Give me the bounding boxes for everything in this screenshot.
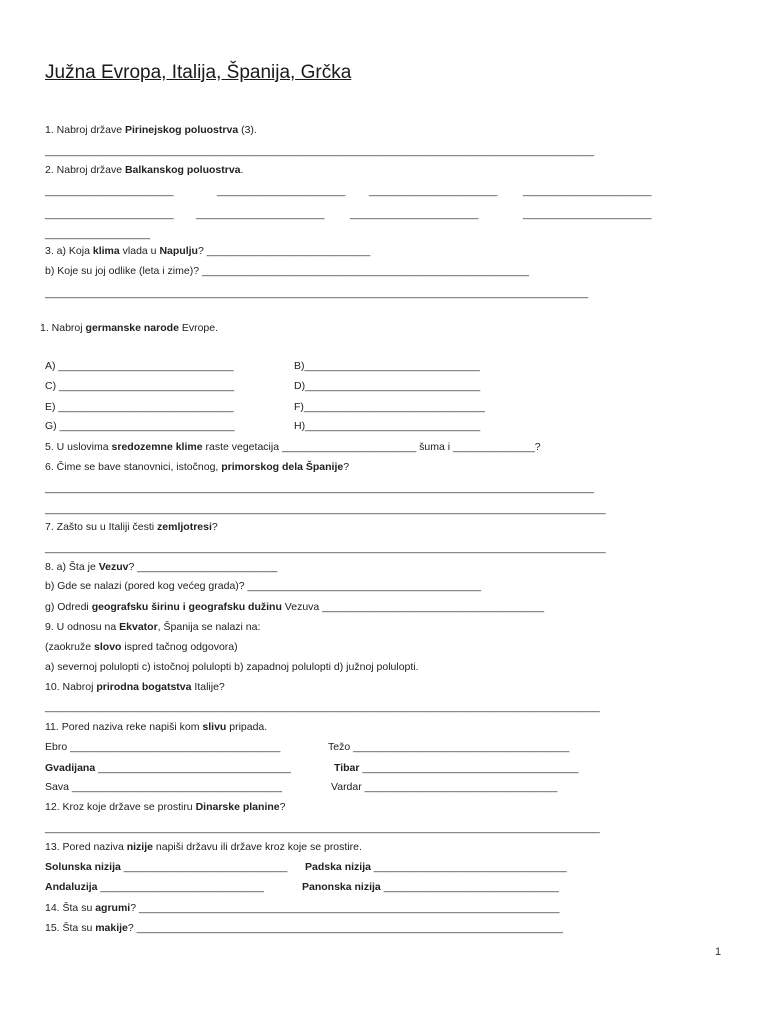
worksheet-line	[45, 661, 419, 673]
worksheet-line	[45, 621, 260, 633]
text-segment: ? ________________________	[128, 561, 278, 573]
worksheet-line	[45, 265, 529, 277]
text-segment: 2. Nabroj države	[45, 164, 125, 176]
text-segment: ? ________________________________________________________________________	[130, 902, 560, 914]
text-segment: 5. U uslovima	[45, 441, 112, 453]
worksheet-line	[369, 185, 497, 197]
worksheet-line	[45, 245, 370, 257]
bold-term: Tibar	[334, 762, 360, 774]
text-segment: 8. a) Šta je	[45, 561, 99, 573]
text-segment: pripada.	[226, 721, 268, 733]
worksheet-line	[45, 287, 588, 299]
text-segment: 6. Čime se bave stanovnici, istočnog,	[45, 461, 222, 473]
bold-term: zemljotresi	[157, 521, 212, 533]
worksheet-line	[45, 208, 173, 220]
worksheet-line	[45, 822, 600, 834]
bold-term: Ekvator	[119, 621, 158, 633]
text-segment: 9. U odnosu na	[45, 621, 120, 633]
text-segment: raste vegetacija _______________________ šuma i ______________?	[202, 441, 541, 453]
worksheet-line	[45, 861, 287, 873]
worksheet-line	[45, 145, 594, 157]
worksheet-line	[294, 401, 485, 413]
text-segment: Sava ____________________________________	[45, 781, 283, 793]
worksheet-line	[328, 741, 569, 753]
worksheet-line	[45, 902, 559, 914]
worksheet-line	[45, 580, 481, 592]
worksheet-line	[45, 721, 267, 733]
text-segment: ______________________	[196, 208, 325, 220]
bold-term: geografsku širinu i geografsku dužinu	[91, 601, 282, 613]
worksheet-line	[45, 441, 541, 453]
worksheet-line	[45, 503, 606, 515]
worksheet-line	[45, 185, 173, 197]
bold-term: slivu	[202, 721, 227, 733]
text-segment: _______________________________________________________________________________________________	[45, 701, 600, 713]
worksheet-line	[45, 741, 280, 753]
text-segment: B)______________________________	[294, 360, 480, 372]
text-segment: 11. Pored naziva reke napiši kom	[45, 721, 203, 733]
bold-term: Solunska nizija	[45, 861, 121, 873]
bold-term: prirodna bogatstva	[96, 681, 192, 693]
text-segment: _______________________________________________________________________________________________	[45, 822, 600, 834]
worksheet-line	[45, 701, 600, 713]
bold-term: Padska nizija	[305, 861, 371, 873]
text-segment: b) Gde se nalazi (pored kog većeg grada)? ________________________________________	[45, 580, 482, 592]
text-segment: 12. Kroz koje države se prostiru	[45, 801, 196, 813]
worksheet-line	[294, 420, 480, 432]
text-segment: ?	[211, 521, 218, 533]
text-segment: C) ______________________________	[45, 380, 235, 392]
text-segment: Ebro ____________________________________	[45, 741, 281, 753]
worksheet-line	[45, 360, 234, 372]
text-segment: ?	[343, 461, 350, 473]
text-segment: Evrope.	[178, 322, 219, 334]
worksheet-line	[45, 401, 234, 413]
text-segment: E) ______________________________	[45, 401, 234, 413]
page-number: 1	[715, 946, 722, 958]
text-segment: _____________________________________________________________________________________________	[45, 287, 589, 299]
worksheet-line	[350, 208, 478, 220]
worksheet-line	[45, 781, 282, 793]
worksheet-line	[45, 641, 238, 653]
text-segment: ____________________________	[97, 881, 264, 893]
worksheet-line	[217, 185, 345, 197]
text-segment: 10. Nabroj	[45, 681, 97, 693]
text-segment: napiši državu ili države kroz koje se prostire.	[152, 841, 362, 853]
text-segment: ispred tačnog odgovora)	[121, 641, 238, 653]
bold-term: klima	[92, 245, 120, 257]
bold-term: sredozemne klime	[111, 441, 203, 453]
text-segment: , Španija se nalazi na:	[157, 621, 261, 633]
worksheet-line	[523, 185, 651, 197]
worksheet-line	[45, 881, 264, 893]
text-segment: G) ______________________________	[45, 420, 235, 432]
text-segment: __________________	[45, 228, 151, 240]
text-segment: F)_______________________________	[294, 401, 485, 413]
text-segment: ______________________	[523, 185, 652, 197]
text-segment: b) Koje su joj odlike (leta i zime)? ________________________________________________________	[45, 265, 529, 277]
worksheet-line	[45, 601, 544, 613]
text-segment: 14. Šta su	[45, 902, 96, 914]
text-segment: ____________________________	[120, 861, 288, 873]
bold-term: Pirinejskog poluostrva	[124, 124, 239, 136]
bold-term: Andaluzija	[45, 881, 98, 893]
text-segment: ________________________________________________________________________________________________	[45, 542, 606, 554]
text-segment: 1. Nabroj	[40, 322, 86, 334]
worksheet-line	[45, 542, 606, 554]
text-segment: 7. Zašto su u Italiji česti	[45, 521, 158, 533]
text-segment: 1. Nabroj države	[45, 124, 125, 136]
text-segment: .	[240, 164, 244, 176]
text-segment: (3).	[238, 124, 257, 136]
page-title: Južna Evropa, Italija, Španija, Grčka	[45, 62, 352, 83]
worksheet-line	[294, 380, 480, 392]
worksheet-line	[45, 922, 563, 934]
text-segment: ______________________________	[380, 881, 559, 893]
worksheet-line	[45, 228, 150, 240]
text-segment: a) severnoj polulopti c) istočnoj polulopti b) zapadnoj polulopti d) južnoj polulopti.	[45, 661, 419, 673]
text-segment: g) Odredi	[45, 601, 92, 613]
text-segment: 13. Pored naziva	[45, 841, 127, 853]
bold-term: slovo	[94, 641, 122, 653]
bold-term: germanske narode	[85, 322, 179, 334]
text-segment: ______________________	[45, 185, 174, 197]
text-segment: ______________________________________________________________________________________________	[45, 482, 594, 494]
bold-term: Balkanskog poluostrva	[124, 164, 241, 176]
worksheet-line	[294, 360, 480, 372]
text-segment: Italije?	[191, 681, 225, 693]
worksheet-line	[196, 208, 324, 220]
worksheet-line	[523, 208, 651, 220]
worksheet-line	[45, 380, 234, 392]
worksheet-line	[40, 322, 218, 334]
text-segment: Vardar _________________________________	[331, 781, 558, 793]
worksheet-line	[45, 681, 225, 693]
worksheet-line	[45, 561, 277, 573]
worksheet-line	[305, 861, 567, 873]
worksheet-line	[45, 841, 362, 853]
bold-term: Gvadijana	[45, 762, 96, 774]
text-segment: ______________________	[45, 208, 174, 220]
worksheet-line	[45, 461, 349, 473]
worksheet-line	[45, 164, 243, 176]
bold-term: Panonska nizija	[302, 881, 381, 893]
bold-term: agrumi	[95, 902, 131, 914]
worksheet-line	[45, 762, 291, 774]
worksheet-line	[45, 420, 235, 432]
text-segment: Težo _____________________________________	[328, 741, 570, 753]
worksheet-line	[334, 762, 578, 774]
text-segment: _________________________________	[370, 861, 567, 873]
text-segment: vlada u	[119, 245, 160, 257]
worksheet-line	[331, 781, 557, 793]
text-segment: (zaokruže	[45, 641, 95, 653]
text-segment: ______________________	[523, 208, 652, 220]
text-segment: 3. a) Koja	[45, 245, 93, 257]
text-segment: ? _________________________________________________________________________	[127, 922, 563, 934]
bold-term: Dinarske planine	[195, 801, 280, 813]
bold-term: primorskog dela Španije	[221, 461, 344, 473]
worksheet-line	[45, 521, 218, 533]
text-segment: ______________________	[217, 185, 346, 197]
text-segment: D)______________________________	[294, 380, 481, 392]
bold-term: Napulju	[159, 245, 198, 257]
text-segment: 15. Šta su	[45, 922, 96, 934]
text-segment: ______________________	[350, 208, 479, 220]
text-segment: ______________________	[369, 185, 498, 197]
text-segment: A) ______________________________	[45, 360, 234, 372]
worksheet-line	[45, 124, 257, 136]
worksheet-line	[45, 801, 285, 813]
bold-term: nizije	[126, 841, 153, 853]
text-segment: ?	[279, 801, 286, 813]
bold-term: Vezuv	[98, 561, 129, 573]
worksheet-line	[302, 881, 559, 893]
text-segment: H)______________________________	[294, 420, 481, 432]
text-segment: _________________________________	[95, 762, 291, 774]
bold-term: makije	[95, 922, 128, 934]
text-segment: _____________________________________	[359, 762, 579, 774]
text-segment: ? ____________________________	[197, 245, 371, 257]
worksheet-line	[45, 482, 594, 494]
text-segment: ________________________________________________________________________________________________	[45, 503, 606, 515]
text-segment: Vezuva ______________________________________	[281, 601, 545, 613]
text-segment: ______________________________________________________________________________________________	[45, 145, 594, 157]
